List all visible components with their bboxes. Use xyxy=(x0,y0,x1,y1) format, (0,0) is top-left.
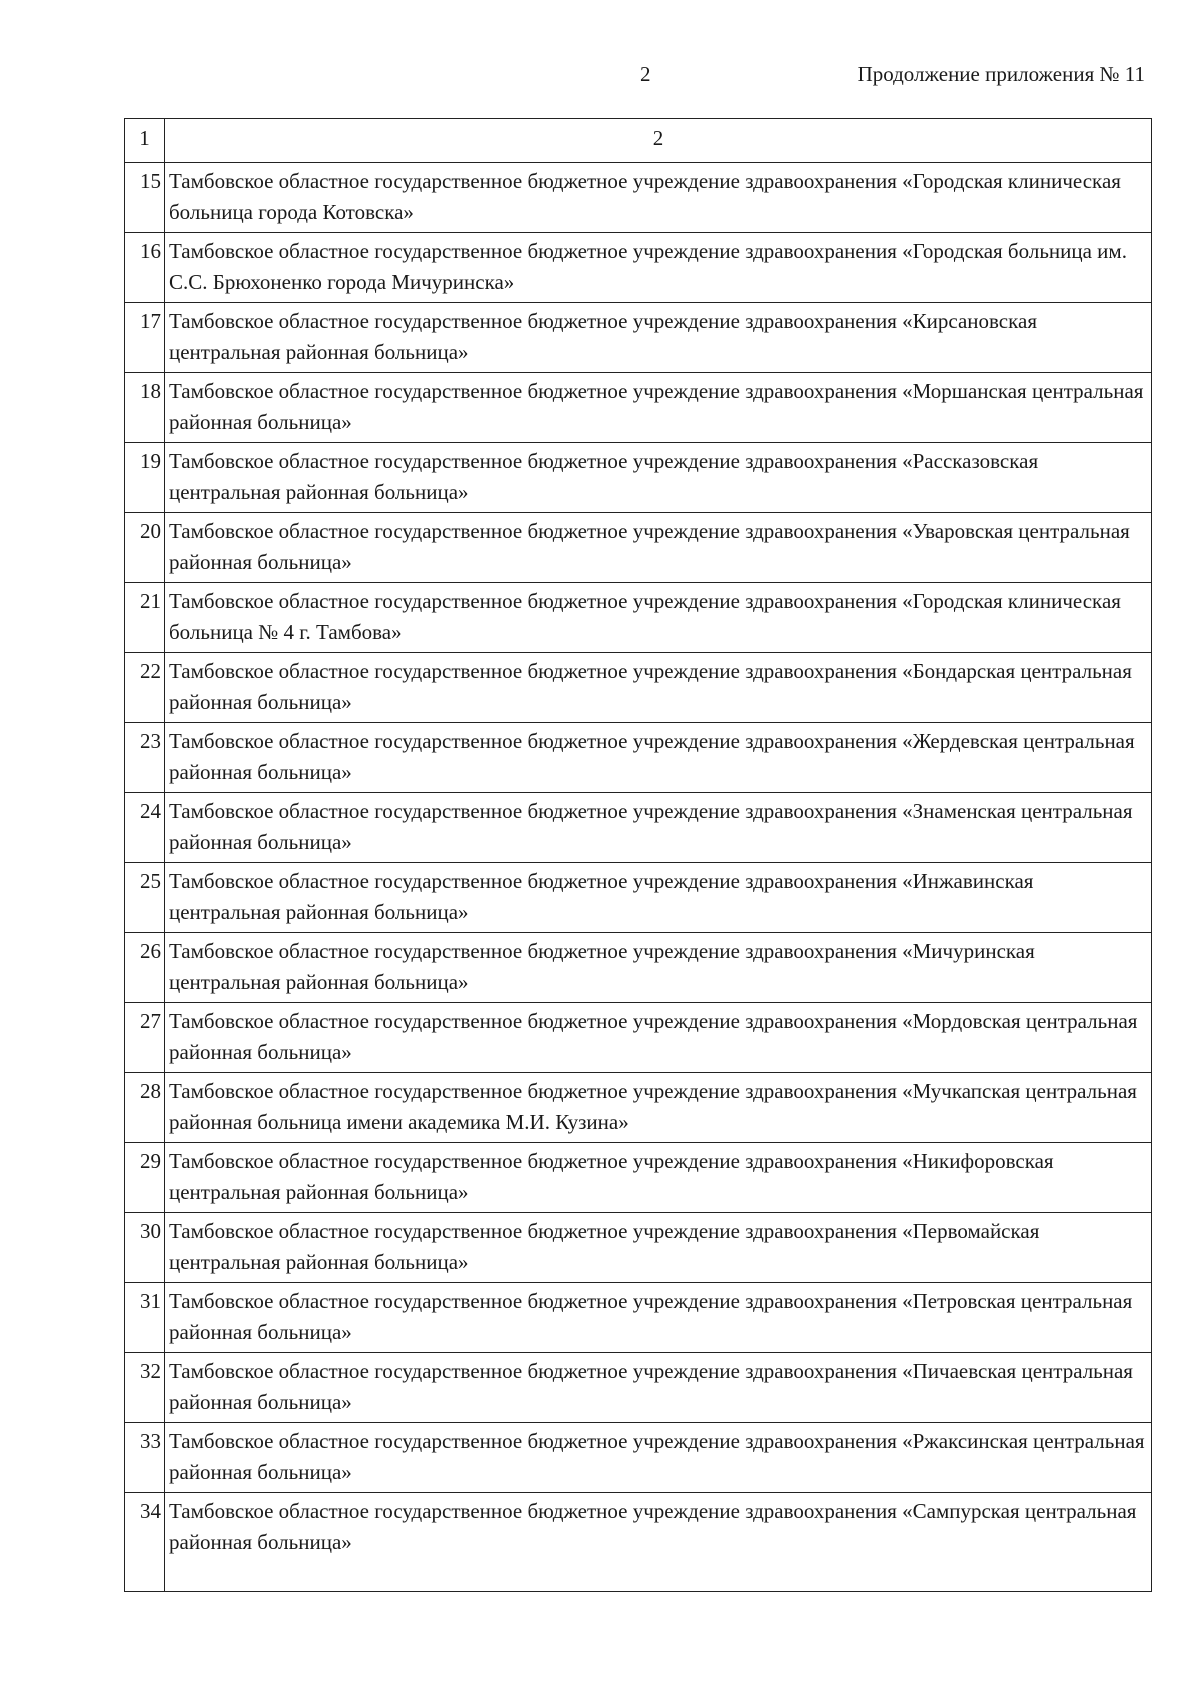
row-number: 15 xyxy=(125,163,165,233)
institution-name: Тамбовское областное государственное бюджетное учреждение здравоохранения «Пичаевская центральная районная больница» xyxy=(165,1353,1152,1423)
table-row xyxy=(125,1073,1152,1143)
institution-name: Тамбовское областное государственное бюджетное учреждение здравоохранения «Городская клиническая больница № 4 г. Тамбова» xyxy=(165,583,1152,653)
table-row xyxy=(125,1143,1152,1213)
table-row xyxy=(125,933,1152,1003)
table-header-row xyxy=(125,119,1152,163)
row-number: 31 xyxy=(125,1283,165,1353)
institution-name: Тамбовское областное государственное бюджетное учреждение здравоохранения «Мордовская центральная районная больница» xyxy=(165,1003,1152,1073)
institution-name: Тамбовское областное государственное бюджетное учреждение здравоохранения «Городская клиническая больница города Котовска» xyxy=(165,163,1152,233)
table-row xyxy=(125,163,1152,233)
table-row xyxy=(125,863,1152,933)
institution-name: Тамбовское областное государственное бюджетное учреждение здравоохранения «Никифоровская центральная районная больница» xyxy=(165,1143,1152,1213)
row-number: 27 xyxy=(125,1003,165,1073)
row-number: 18 xyxy=(125,373,165,443)
institution-name: Тамбовское областное государственное бюджетное учреждение здравоохранения «Городская больница им. С.С. Брюхоненко города Мичуринска» xyxy=(165,233,1152,303)
row-number: 19 xyxy=(125,443,165,513)
table-row xyxy=(125,723,1152,793)
appendix-continuation-label: Продолжение приложения № 11 xyxy=(857,62,1145,86)
table-row xyxy=(125,1493,1152,1592)
row-number: 20 xyxy=(125,513,165,583)
row-number: 17 xyxy=(125,303,165,373)
institution-name: Тамбовское областное государственное бюджетное учреждение здравоохранения «Петровская центральная районная больница» xyxy=(165,1283,1152,1353)
table-row xyxy=(125,793,1152,863)
row-number: 22 xyxy=(125,653,165,723)
row-number: 30 xyxy=(125,1213,165,1283)
table-row xyxy=(125,1003,1152,1073)
institution-name: Тамбовское областное государственное бюджетное учреждение здравоохранения «Первомайская центральная районная больница» xyxy=(165,1213,1152,1283)
institutions-table xyxy=(124,118,1152,1592)
institution-name: Тамбовское областное государственное бюджетное учреждение здравоохранения «Бондарская центральная районная больница» xyxy=(165,653,1152,723)
row-number: 23 xyxy=(125,723,165,793)
row-number: 29 xyxy=(125,1143,165,1213)
institution-name: Тамбовское областное государственное бюджетное учреждение здравоохранения «Инжавинская центральная районная больница» xyxy=(165,863,1152,933)
institution-name: Тамбовское областное государственное бюджетное учреждение здравоохранения «Мичуринская центральная районная больница» xyxy=(165,933,1152,1003)
row-number: 33 xyxy=(125,1423,165,1493)
table-row xyxy=(125,653,1152,723)
row-number: 24 xyxy=(125,793,165,863)
table-row xyxy=(125,1283,1152,1353)
institution-name: Тамбовское областное государственное бюджетное учреждение здравоохранения «Моршанская центральная районная больница» xyxy=(165,373,1152,443)
institution-name: Тамбовское областное государственное бюджетное учреждение здравоохранения «Ржаксинская центральная районная больница» xyxy=(165,1423,1152,1493)
institution-name: Тамбовское областное государственное бюджетное учреждение здравоохранения «Жердевская центральная районная больница» xyxy=(165,723,1152,793)
table-row xyxy=(125,1423,1152,1493)
table-row xyxy=(125,443,1152,513)
institution-name: Тамбовское областное государственное бюджетное учреждение здравоохранения «Уваровская центральная районная больница» xyxy=(165,513,1152,583)
institution-name: Тамбовское областное государственное бюджетное учреждение здравоохранения «Сампурская центральная районная больница» xyxy=(165,1493,1152,1592)
table-row xyxy=(125,303,1152,373)
table-row xyxy=(125,513,1152,583)
institution-name: Тамбовское областное государственное бюджетное учреждение здравоохранения «Кирсановская центральная районная больница» xyxy=(165,303,1152,373)
column-header-number: 1 xyxy=(125,119,165,163)
column-header-name: 2 xyxy=(165,119,1152,163)
row-number: 34 xyxy=(125,1493,165,1592)
table-row xyxy=(125,373,1152,443)
row-number: 25 xyxy=(125,863,165,933)
institution-name: Тамбовское областное государственное бюджетное учреждение здравоохранения «Мучкапская центральная районная больница имени академика М.И. Кузина» xyxy=(165,1073,1152,1143)
row-number: 16 xyxy=(125,233,165,303)
page-number: 2 xyxy=(640,62,651,86)
table-row xyxy=(125,233,1152,303)
row-number: 21 xyxy=(125,583,165,653)
table-row xyxy=(125,1213,1152,1283)
institution-name: Тамбовское областное государственное бюджетное учреждение здравоохранения «Знаменская центральная районная больница» xyxy=(165,793,1152,863)
table-row xyxy=(125,583,1152,653)
table-row xyxy=(125,1353,1152,1423)
row-number: 32 xyxy=(125,1353,165,1423)
row-number: 26 xyxy=(125,933,165,1003)
institution-name: Тамбовское областное государственное бюджетное учреждение здравоохранения «Рассказовская центральная районная больница» xyxy=(165,443,1152,513)
row-number: 28 xyxy=(125,1073,165,1143)
